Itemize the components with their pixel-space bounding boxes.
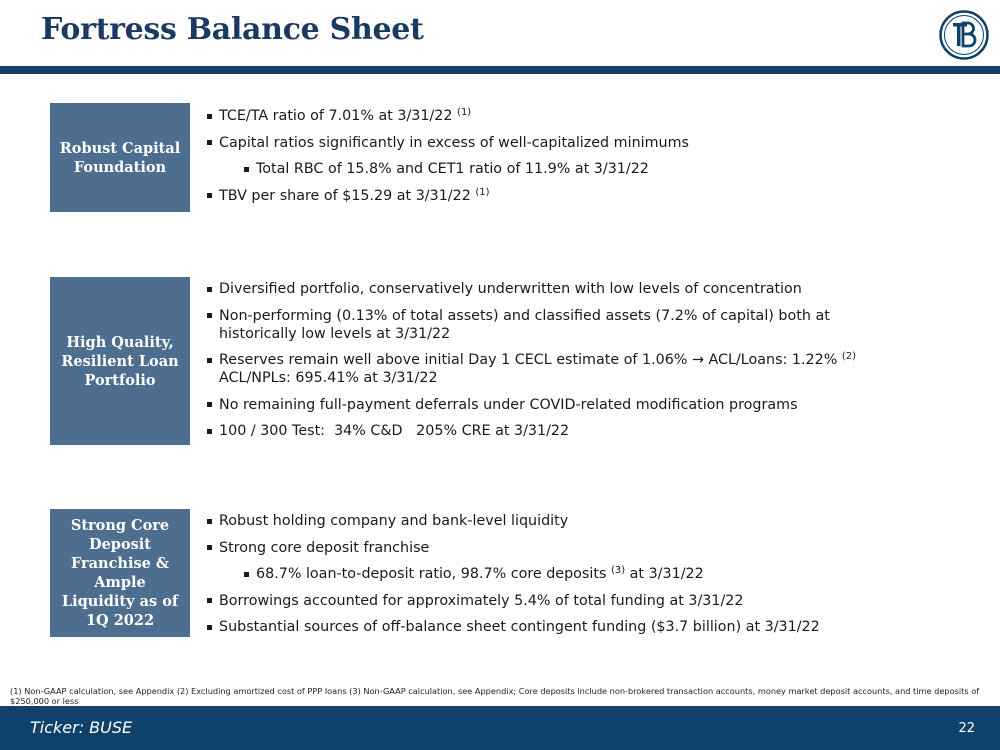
footnote: (1) Non-GAAP calculation, see Appendix (2) Excluding amortized cost of PPP loans (3) Non-GAAP calculation, see Appendix; Core deposits include non-brokered transaction accounts, money market deposit accounts, and time deposits of $250,000 or less xyxy=(10,686,980,706)
list-item: Reserves remain well above initial Day 1 CECL estimate of 1.06% → ACL/Loans: 1.22% $^{(2)}$ ACL/NPLs: 695.41% at 3/31/22 xyxy=(206,351,966,387)
list-item: Total RBC of 15.8% and CET1 ratio of 11.9% at 3/31/22 xyxy=(243,160,966,178)
bank-logo-icon xyxy=(938,9,990,61)
list-item: Borrowings accounted for approximately 5.4% of total funding at 3/31/22 xyxy=(206,592,966,610)
list-item: Diversified portfolio, conservatively underwritten with low levels of concentration xyxy=(206,280,966,298)
list-item: 68.7% loan-to-deposit ratio, 98.7% core deposits $^{(3)}$ at 3/31/22 xyxy=(243,565,966,583)
capital-bullet-list xyxy=(206,107,966,213)
list-item: Strong core deposit franchise xyxy=(206,539,966,557)
section-label-loan-portfolio: High Quality, Resilient Loan Portfolio xyxy=(50,277,190,445)
list-item: Non-performing (0.13% of total assets) and classified assets (7.2% of capital) both at historically low levels at 3/31/22 xyxy=(206,307,899,343)
page-title: Fortress Balance Sheet xyxy=(41,12,424,47)
list-item: Capital ratios significantly in excess of well-capitalized minimums xyxy=(206,134,966,152)
list-item: Robust holding company and bank-level liquidity xyxy=(206,512,966,530)
list-item: TBV per share of $15.29 at 3/31/22 $^{(1)}$ xyxy=(206,187,966,205)
list-item: No remaining full-payment deferrals under COVID-related modification programs xyxy=(206,396,966,414)
list-item: 100 / 300 Test: 34% C&D 205% CRE at 3/31/22 xyxy=(206,422,966,440)
section-label-deposits-liquidity: Strong Core Deposit Franchise & Ample Liquidity as of 1Q 2022 xyxy=(50,509,190,637)
loan-bullet-list xyxy=(206,280,966,449)
section-label-capital: Robust Capital Foundation xyxy=(50,103,190,212)
list-item: TCE/TA ratio of 7.01% at 3/31/22 $^{(1)}$ xyxy=(206,107,966,125)
ticker-label: Ticker: BUSE xyxy=(30,718,133,737)
list-item: Substantial sources of off-balance sheet contingent funding ($3.7 billion) at 3/31/22 xyxy=(206,618,966,636)
header-divider-bar xyxy=(0,66,1000,74)
page-number: 22 xyxy=(958,721,975,736)
footer-bar xyxy=(0,706,1000,750)
liquidity-bullet-list xyxy=(206,512,966,645)
